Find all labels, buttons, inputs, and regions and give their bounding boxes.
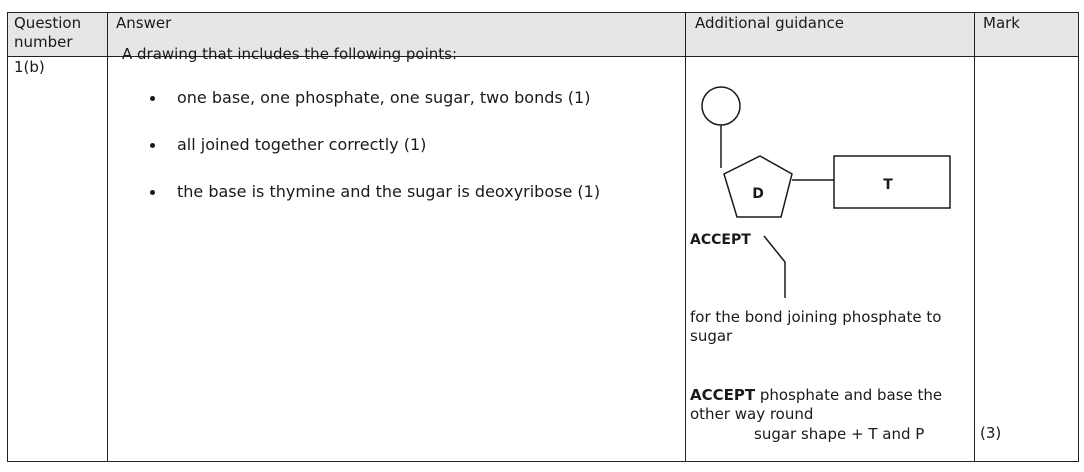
- list-item: [145, 135, 600, 182]
- header-answer: Answer: [116, 14, 172, 32]
- sugar-label: D: [752, 186, 764, 202]
- answer-point: one base, one phosphate, one sugar, two bonds (1): [177, 88, 591, 107]
- bond-line-shape: [764, 236, 785, 298]
- list-item: [145, 182, 600, 229]
- mark-value: (3): [980, 424, 1002, 442]
- question-number: 1(b): [14, 58, 45, 76]
- answer-intro: A drawing that includes the following points:: [122, 45, 458, 63]
- bullet-icon: [150, 190, 155, 195]
- phosphate-circle: [702, 87, 740, 125]
- bond-line-symbol: [760, 232, 800, 302]
- accept-alt-shape: sugar shape + T and P: [754, 425, 925, 443]
- bond-guidance-text: for the bond joining phosphate to sugar: [690, 308, 942, 345]
- header-additional-guidance: Additional guidance: [695, 14, 844, 32]
- bullet-icon: [150, 143, 155, 148]
- header-mark: Mark: [983, 14, 1020, 32]
- base-label: T: [883, 177, 893, 193]
- accept-alt-text: phosphate and base the other way round: [690, 386, 943, 423]
- bullet-icon: [150, 96, 155, 101]
- answer-point: all joined together correctly (1): [177, 135, 427, 154]
- list-item: [145, 88, 600, 135]
- header-question-number: Question number: [14, 14, 82, 51]
- column-divider: [107, 13, 108, 461]
- accept-alt-label: ACCEPT: [690, 386, 756, 404]
- column-divider: [974, 13, 975, 461]
- accept-alternative: [690, 386, 960, 424]
- answer-point: the base is thymine and the sugar is deoxyribose (1): [177, 182, 601, 201]
- answer-points-list: [145, 88, 600, 229]
- accept-label: ACCEPT: [690, 232, 751, 248]
- nucleotide-diagram: [686, 70, 966, 230]
